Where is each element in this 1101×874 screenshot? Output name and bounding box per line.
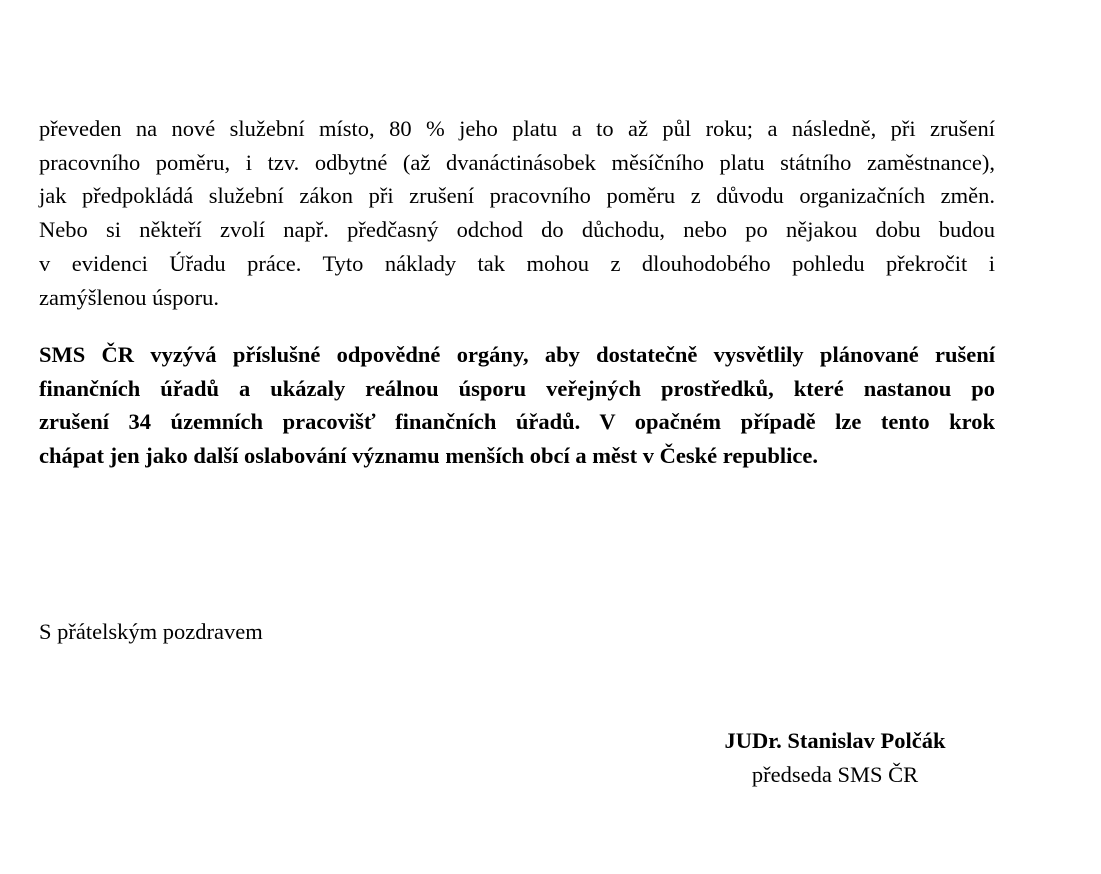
text-line: chápat jen jako další oslabování významu menších obcí a měst v České republice. bbox=[39, 443, 818, 469]
signature-block bbox=[700, 724, 970, 791]
body-paragraph-costs bbox=[39, 112, 995, 314]
body-paragraph-appeal bbox=[39, 338, 995, 473]
text-line: Nebo si někteří zvolí např. předčasný odchod do důchodu, nebo po nějakou dobu budou bbox=[39, 217, 995, 243]
text-line: zrušení 34 územních pracovišť finančních úřadů. V opačném případě lze tento krok bbox=[39, 409, 995, 435]
text-line: zamýšlenou úsporu. bbox=[39, 284, 219, 310]
text-line: jak předpokládá služební zákon při zrušení pracovního poměru z důvodu organizačních změn. bbox=[39, 183, 995, 209]
text-line: převeden na nové služební místo, 80 % jeho platu a to až půl roku; a následně, při zrušení bbox=[39, 116, 995, 141]
signatory-title: předseda SMS ČR bbox=[751, 761, 919, 787]
text-line: v evidenci Úřadu práce. Tyto náklady tak mohou z dlouhodobého pohledu překročit i bbox=[39, 250, 995, 276]
text-line: finančních úřadů a ukázaly reálnou úsporu veřejných prostředků, které nastanou po bbox=[39, 375, 995, 401]
closing-greeting: S přátelským pozdravem bbox=[39, 619, 263, 644]
signatory-name: JUDr. Stanislav Polčák bbox=[724, 728, 946, 753]
text-line: SMS ČR vyzývá příslušné odpovědné orgány, aby dostatečně vysvětlily plánované rušení bbox=[39, 342, 995, 367]
text-line: pracovního poměru, i tzv. odbytné (až dvanáctinásobek měsíčního platu státního zaměstnance), bbox=[39, 149, 995, 175]
